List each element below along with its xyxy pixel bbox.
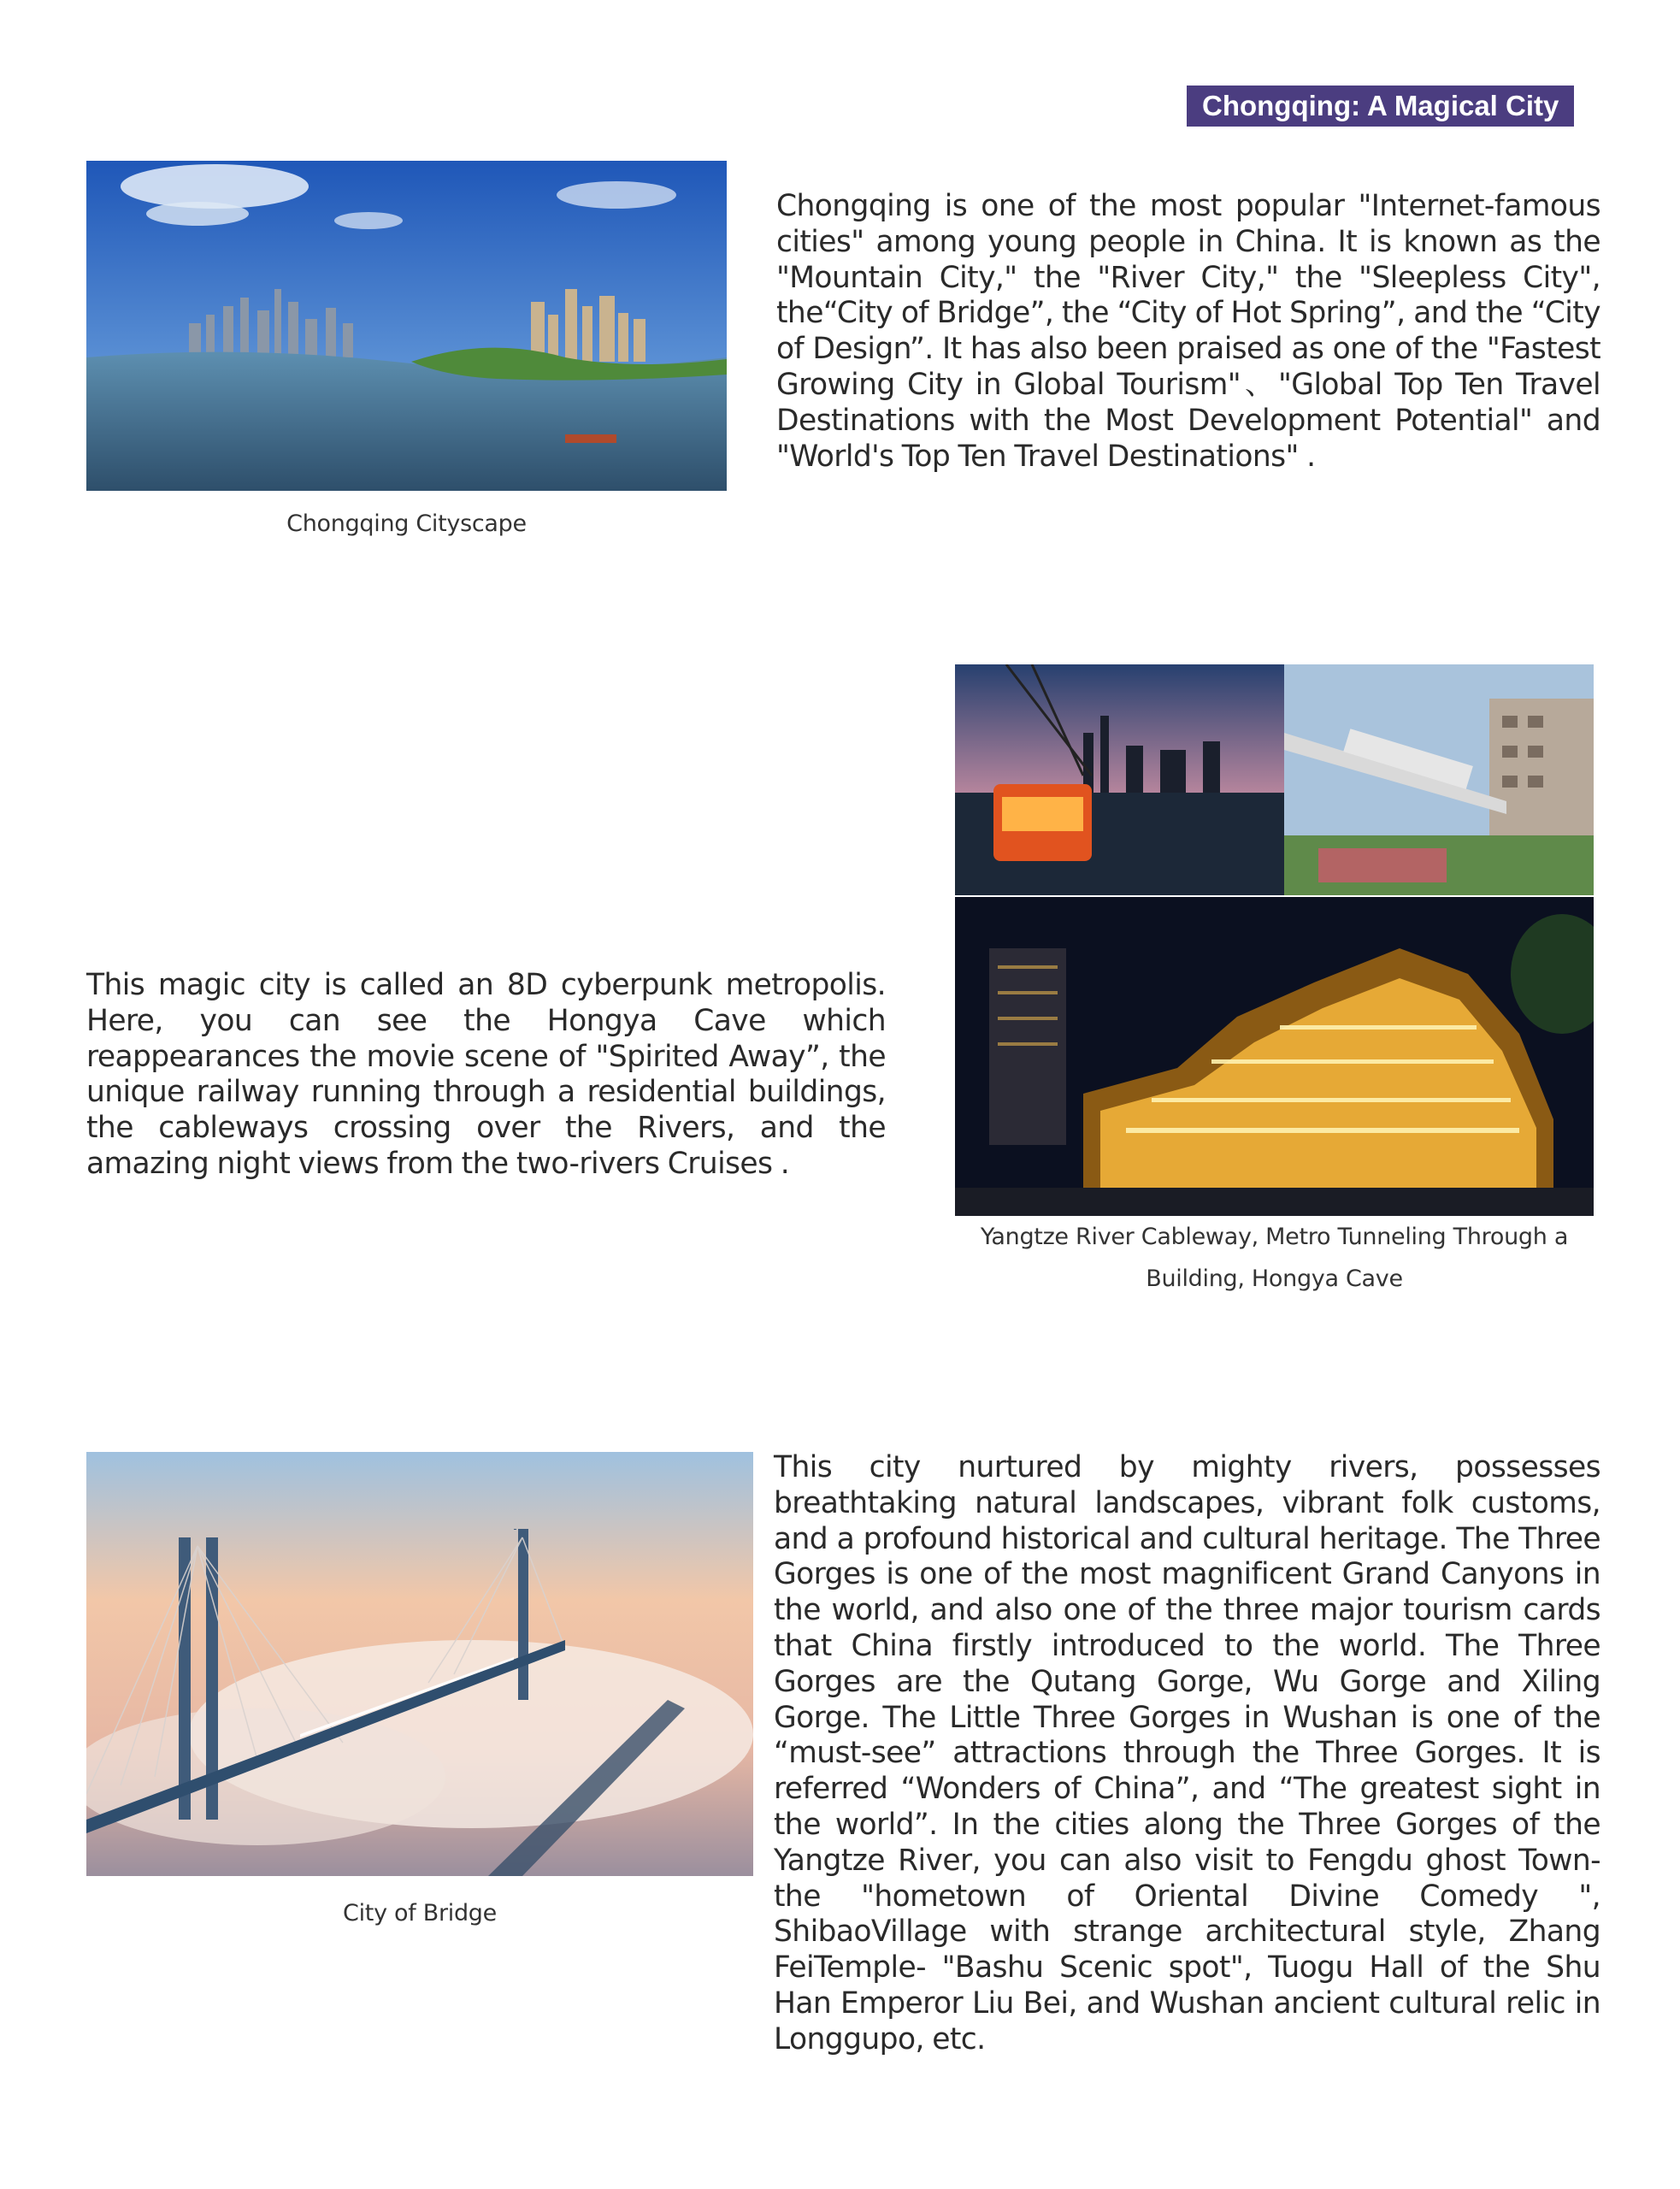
gorges-paragraph: This city nurtured by mighty rivers, possesses breathtaking natural landscapes, vibrant folk customs, and a profound historical and cultural heritage. The Three Gorges is one of the most magnificent Grand Canyons in the world, and also one of the three major tourism cards that China firstly introduced to the world. The Three Gorges are the Qutang Gorge, Wu Gorge and Xiling Gorge. The Little Three Gorges in Wushan is one of the “must-see” attractions through the Three Gorges. It is referred “Wonders of China”, and “The greatest sight in the world”. In the cities along the Three Gorges of the Yangtze River, you can also visit to Fengdu ghost Town-the "hometown of Oriental Divine Comedy ", ShibaoVillage with strange architectural style, Zhang FeiTemple- "Bashu Scenic spot", Tuogu Hall of the Shu Han Emperor Liu Bei, and Wushan ancient cultural relic in Longgupo, etc. bbox=[774, 1450, 1600, 2056]
cityscape-caption: Chongqing Cityscape bbox=[286, 510, 527, 537]
page-title-badge: Chongqing: A Magical City bbox=[1187, 86, 1574, 127]
collage-caption: Yangtze River Cableway, Metro Tunneling Through a Building, Hongya Cave bbox=[980, 1224, 1569, 1292]
cableway-photo bbox=[955, 664, 1284, 895]
chongqing-cityscape-photo bbox=[86, 161, 727, 491]
city-of-bridge-photo bbox=[86, 1452, 753, 1876]
bridge-caption: City of Bridge bbox=[343, 1900, 497, 1926]
intro-paragraph: Chongqing is one of the most popular "Internet-famous cities" among young people in China. It is known as the "Mountain City," the "River City," the "Sleepless City", the“City of Bridge”, the “City of Hot Spring”, and the “City of Design”. It has also been praised as one of the "Fastest Growing City in Global Tourism"、"Global Top Ten Travel Destinations with the Most Development Potential" and "World's Top Ten Travel Destinations" . bbox=[776, 189, 1600, 474]
metro-through-building-photo bbox=[1284, 664, 1594, 895]
hongya-cave-photo bbox=[955, 897, 1594, 1216]
cyberpunk-paragraph: This magic city is called an 8D cyberpunk metropolis. Here, you can see the Hongya Cave which reappearances the movie scene of "Spirited Away”, the unique railway running through a residential buildings, the cableways crossing over the Rivers, and the amazing night views from the two-rivers Cruises . bbox=[86, 968, 886, 1181]
